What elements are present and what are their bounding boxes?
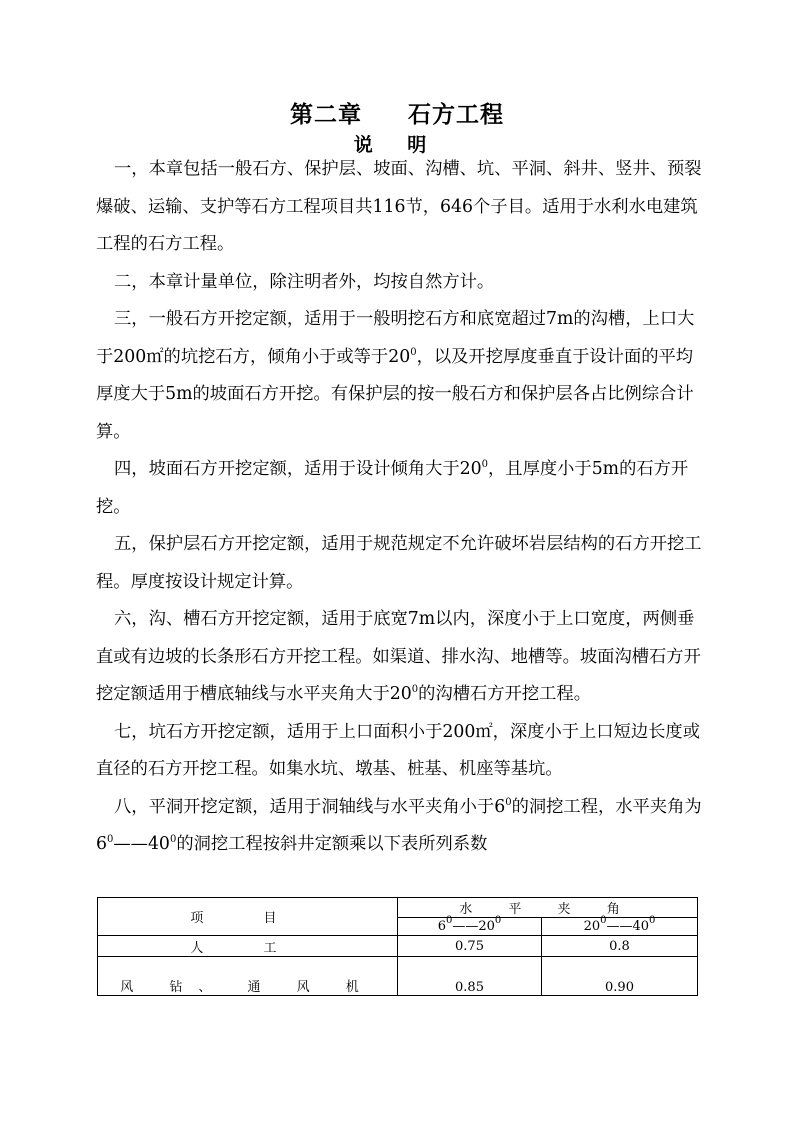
table-header-row [98,898,698,918]
paragraph-5: 五，保护层石方开挖定额，适用于规范规定不允许破坏岩层结构的石方开挖工程。厚度按设计规定计算。 [96,534,702,592]
coefficient-table [97,897,698,996]
row-value: 0.75 [398,936,542,957]
angle-group-header: 水 平 夹 角 [398,898,698,918]
angle-range-header-2: $20^0——40^0$ [542,918,698,936]
paragraph-6: 六，沟、槽石方开挖定额，适用于底宽7m以内，深度小于上口宽度，两侧垂直或有边坡的长条形石方开挖工程。如渠道、排水沟、地槽等。坡面沟槽石方开挖定额适用于槽底轴线与水平夹角大于$20^0$的沟槽石方开挖工程。 [96,609,701,704]
chapter-title [0,96,794,129]
chapter-number: 第二章 [290,101,362,128]
paragraph-2: 二，本章计量单位，除注明者外，均按自然方计。 [114,271,495,292]
table-row [98,957,698,996]
row-item-label: 风 钻、 通 风 机 [98,957,398,996]
table-row [98,936,698,957]
body-text [96,151,708,864]
paragraph-3: 三，一般石方开挖定额，适用于一般明挖石方和底宽超过7m的沟槽，上口大于200㎡的坑挖石方，倾角小于或等于$20^0$，以及开挖厚度垂直于设计面的平均厚度大于5m的坡面石方开挖。有保护层的按一般石方和保护层各占比例综合计算。 [96,309,695,442]
row-item-label: 人 工 [98,936,398,957]
paragraph-4: 四，坡面石方开挖定额，适用于设计倾角大于$20^0$，且厚度小于5m的石方开挖。 [96,459,689,517]
section-subtitle: 说 明 [353,134,441,156]
paragraph-1: 一，本章包括一般石方、保护层、坡面、沟槽、坑、平洞、斜井、竖井、预裂爆破、运输、支护等石方工程项目共116节，646个子目。适用于水利水电建筑工程的石方工程。 [96,159,702,254]
row-value: 0.85 [398,957,542,996]
paragraph-7: 七，坑石方开挖定额，适用于上口面积小于200㎡，深度小于上口短边长度或直径的石方开挖工程。如集水坑、墩基、桩基、机座等基坑。 [96,721,700,779]
paragraph-8: 八，平洞开挖定额，适用于洞轴线与水平夹角小于$6^0$的洞挖工程，水平夹角为$6^0——40^0$的洞挖工程按斜井定额乘以下表所列系数 [96,796,702,854]
row-value: 0.90 [542,957,698,996]
item-header: 项 目 [98,898,398,936]
chapter-name: 石方工程 [408,101,504,128]
row-value: 0.8 [542,936,698,957]
angle-range-header-1: $6^0——20^0$ [398,918,542,936]
